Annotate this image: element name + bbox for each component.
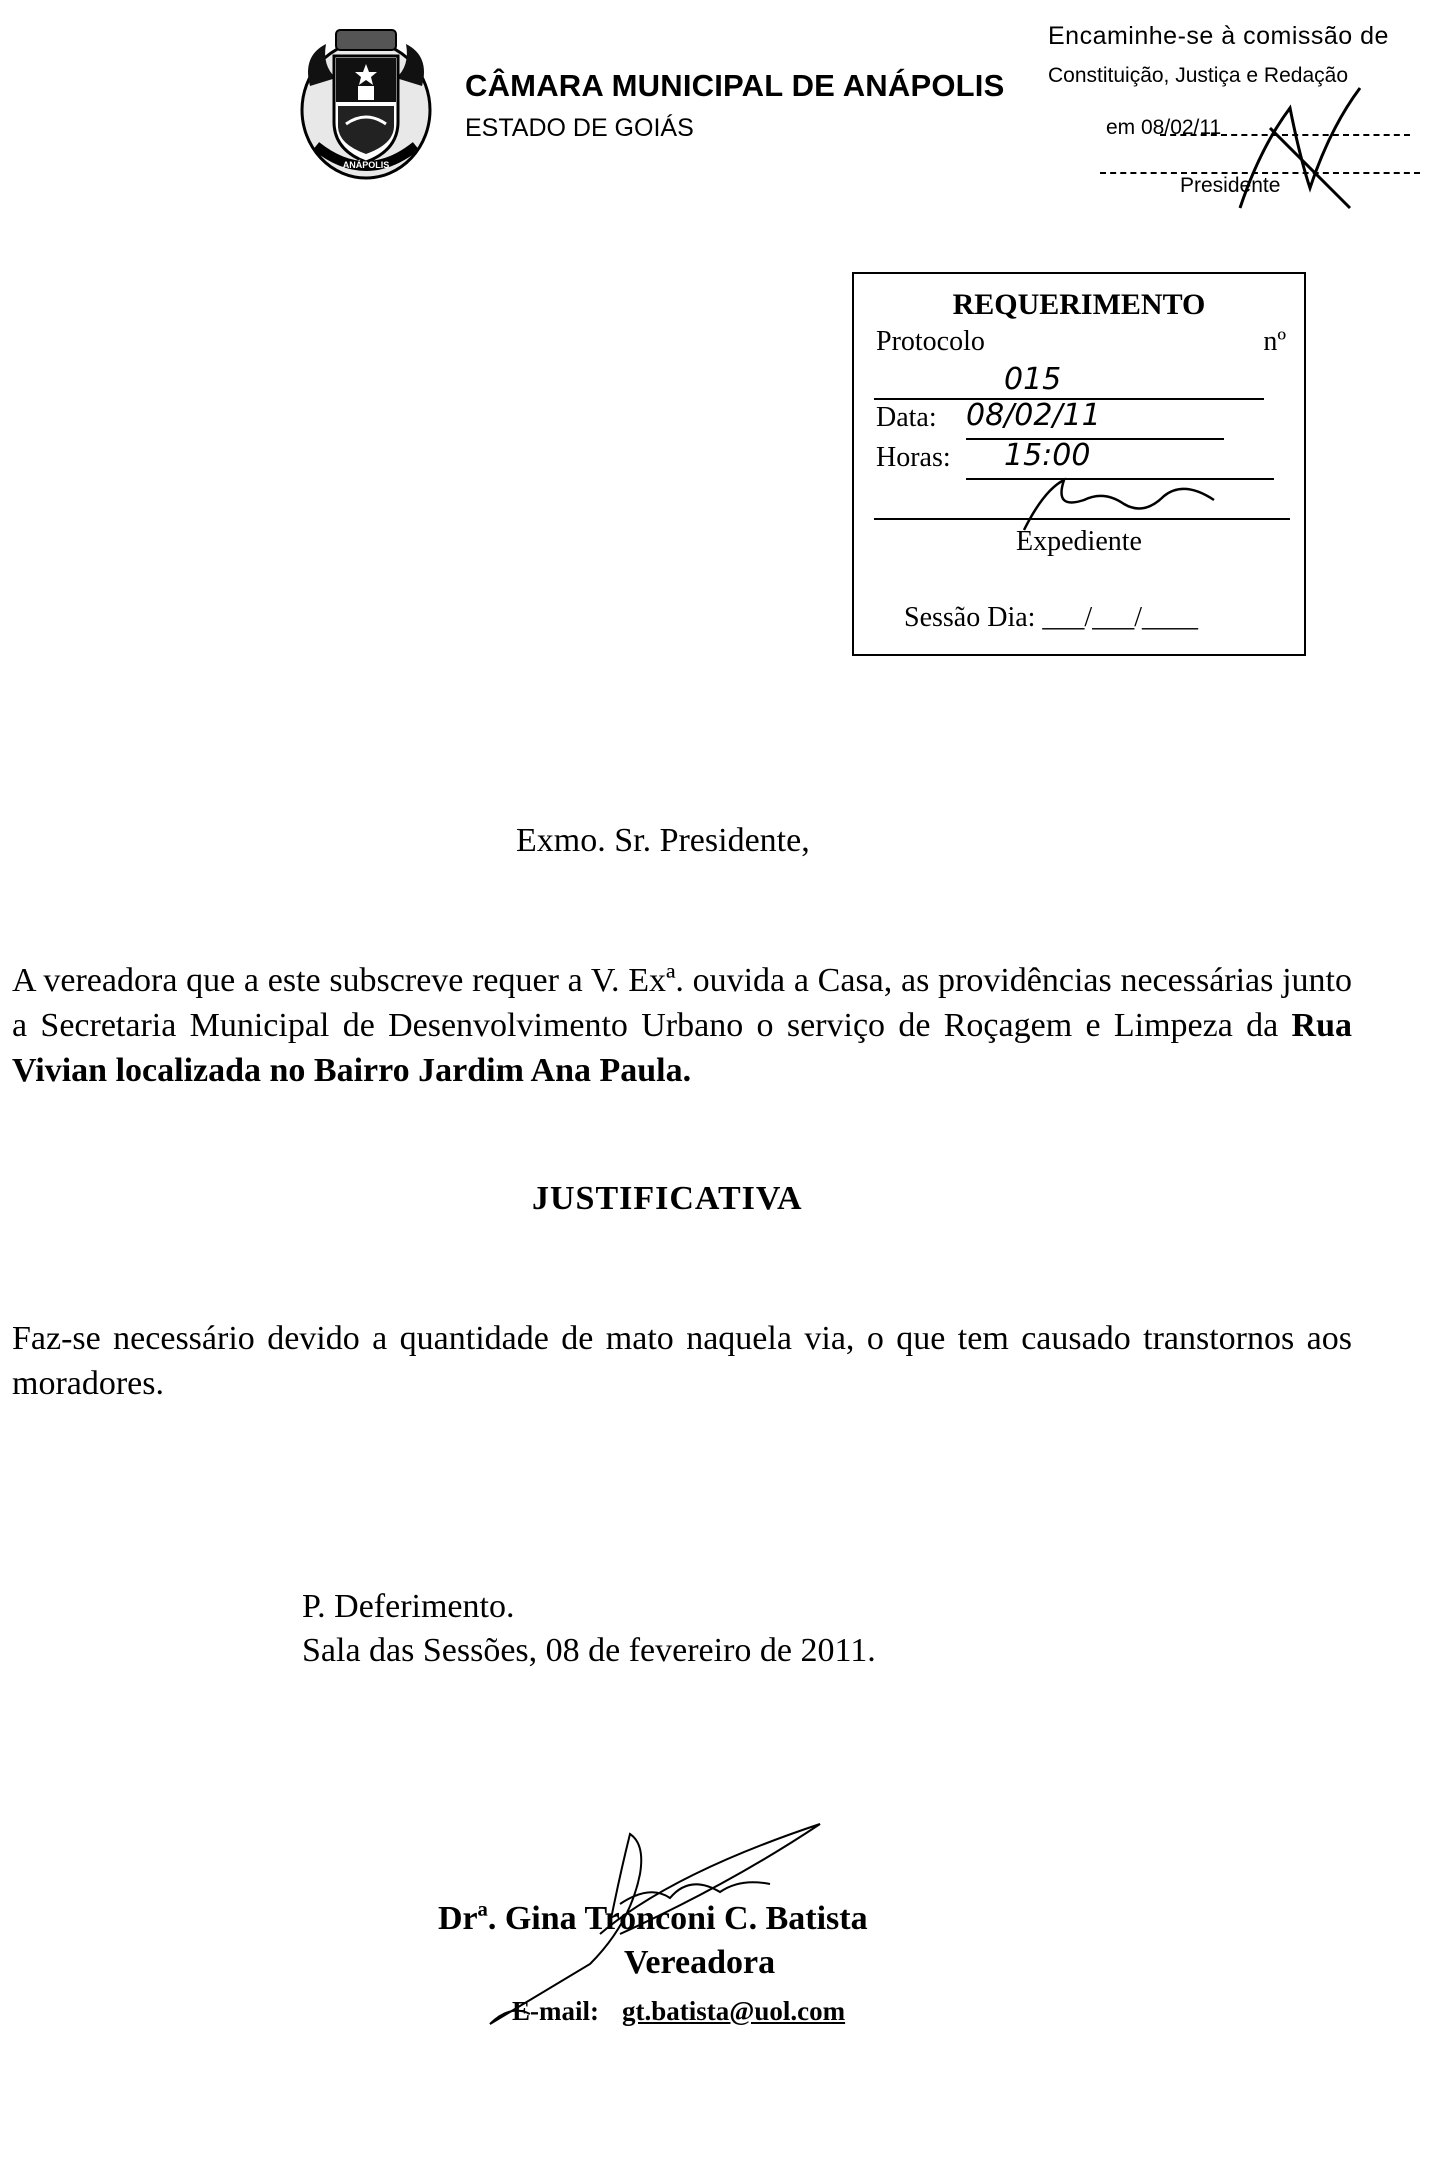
stamp-line-2: Constituição, Justiça e Redação (1048, 64, 1348, 87)
request-street: Rua Vivian localizada no Bairro Jardim Ana Paula. (12, 1007, 1353, 1089)
data-label: Data: (876, 402, 937, 433)
stamp-date: em 08/02/11 (1106, 116, 1222, 139)
requerimento-protocol-box (852, 272, 1306, 656)
signatory-name: Drª. Gina Tronconi C. Batista (438, 1900, 868, 1937)
expediente-label: Expediente (1016, 526, 1142, 557)
salutation: Exmo. Sr. Presidente, (516, 822, 810, 859)
signatory-role: Vereadora (624, 1944, 776, 1981)
protocolo-value: 015 (1004, 362, 1062, 397)
request-paragraph (12, 958, 1352, 1093)
closing-place-date: Sala das Sessões, 08 de fevereiro de 2011. (302, 1632, 876, 1669)
email-link[interactable]: gt.batista@uol.com (622, 1996, 846, 2026)
sessao-dia-label: Sessão Dia: ___/___/____ (904, 602, 1198, 633)
protocolo-label: Protocolo (876, 326, 985, 357)
routing-stamp (1040, 8, 1440, 208)
horas-value: 15:00 (1004, 438, 1091, 473)
email-label: E-mail: (512, 1996, 599, 2026)
requerimento-title: REQUERIMENTO (952, 288, 1206, 321)
stamp-presidente-label: Presidente (1180, 174, 1281, 197)
numero-label: nº (1263, 326, 1286, 357)
data-value: 08/02/11 (966, 398, 1101, 433)
state-name: ESTADO DE GOIÁS (465, 114, 694, 142)
closing-deferimento: P. Deferimento. (302, 1588, 515, 1625)
stamp-signature-icon (1230, 68, 1370, 218)
justificativa-heading: JUSTIFICATIVA (532, 1180, 803, 1217)
seal-banner-text: ANÁPOLIS (342, 160, 390, 170)
chamber-name: CÂMARA MUNICIPAL DE ANÁPOLIS (465, 68, 1005, 103)
horas-label: Horas: (876, 442, 951, 473)
stamp-line-1: Encaminhe-se à comissão de (1048, 22, 1389, 50)
request-text: A vereadora que a este subscreve requer a V. Exª. ouvida a Casa, as providências necessárias junto a Secretaria Municipal de Desenvolvimento Urbano o serviço de Roçagem e Limpeza da (12, 962, 1352, 1044)
justificativa-paragraph: Faz-se necessário devido a quantidade de mato naquela via, o que tem causado transtornos aos moradores. (12, 1320, 1352, 1402)
municipal-seal-icon (296, 26, 436, 182)
